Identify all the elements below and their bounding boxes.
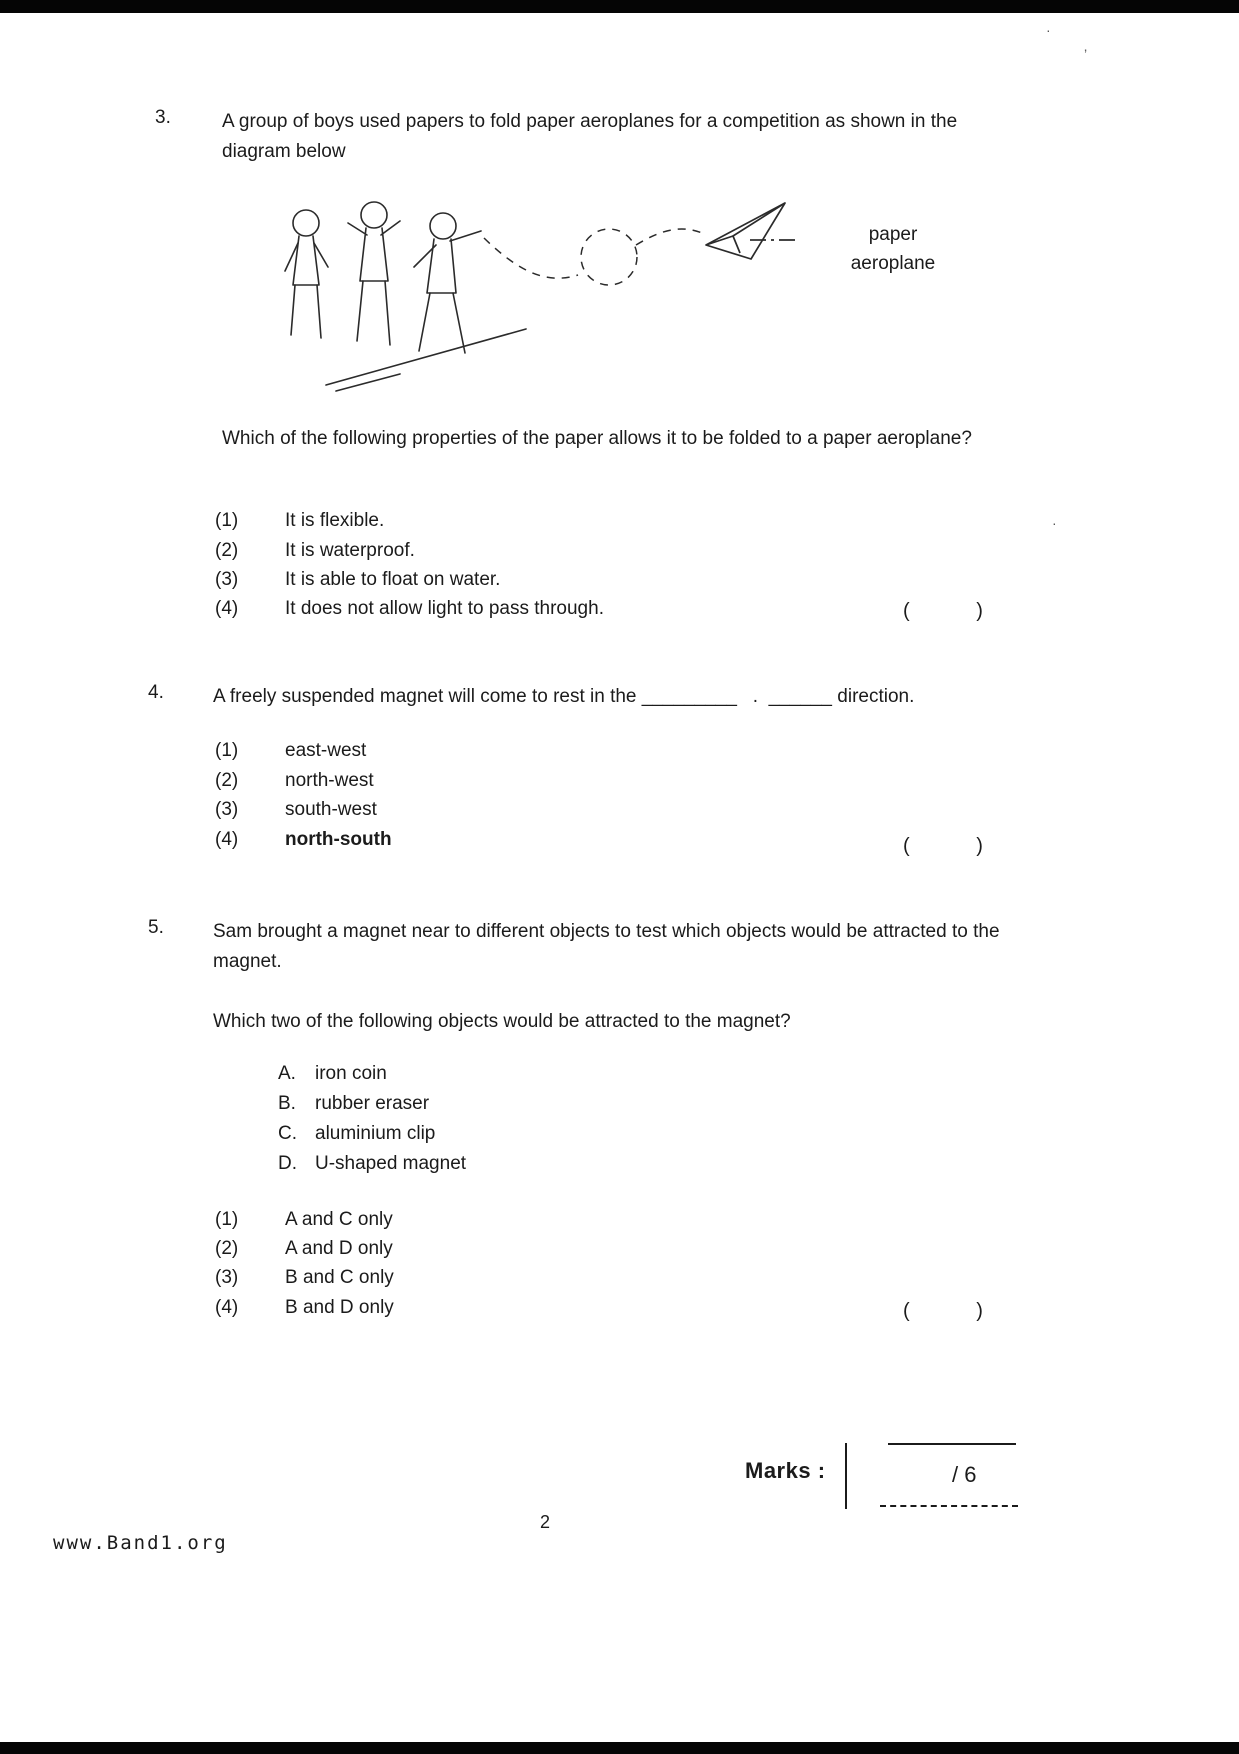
q5-answer-bracket: ( )	[903, 1300, 984, 1322]
q3-figure-label	[828, 220, 958, 278]
q3-figure-illustration	[278, 193, 803, 398]
q3-option-3-num: (3)	[215, 569, 239, 590]
q4-option-2-text: north-west	[285, 770, 374, 791]
q3-question: Which of the following properties of the paper allows it to be folded to a paper aeroplane?	[222, 428, 972, 449]
q3-option-2-num: (2)	[215, 540, 239, 561]
q5-option-2-text: A and D only	[285, 1238, 393, 1259]
marks-label: Marks :	[745, 1458, 826, 1483]
q5-prompt: Sam brought a magnet near to different objects to test which objects would be attracted to the magnet.	[213, 921, 1000, 972]
scan-speck: ·	[1052, 515, 1057, 531]
marks-value: / 6	[952, 1462, 977, 1487]
q5-option-3-text: B and C only	[285, 1267, 394, 1288]
q3-option-4-text: It does not allow light to pass through.	[285, 598, 604, 619]
scan-artifact-bottom-bar	[0, 1742, 1239, 1754]
scan-speck: ·	[1046, 22, 1051, 38]
q5-option-1-num: (1)	[215, 1209, 239, 1230]
q5-option-4-num: (4)	[215, 1297, 239, 1318]
q3-option-4-num: (4)	[215, 598, 239, 619]
q4-answer-bracket: ( )	[903, 835, 984, 857]
q4-option-3-text: south-west	[285, 799, 377, 820]
scan-speck: ’	[1084, 46, 1088, 62]
scan-artifact-top-bar	[0, 0, 1239, 13]
q5-item-b-text: rubber eraser	[315, 1093, 430, 1114]
q5-item-d-text: U-shaped magnet	[315, 1153, 467, 1174]
q4-option-4-num: (4)	[215, 829, 239, 850]
marks-box-top-line	[888, 1443, 1016, 1445]
q3-option-1-num: (1)	[215, 510, 239, 531]
q5-question: Which two of the following objects would be attracted to the magnet?	[213, 1011, 791, 1032]
marks-box-bottom-line	[880, 1505, 1018, 1507]
q5-number: 5.	[148, 917, 164, 938]
marks-divider-line	[845, 1443, 847, 1509]
page-number: 2	[540, 1512, 551, 1532]
q4-option-2-num: (2)	[215, 770, 239, 791]
q4-number: 4.	[148, 682, 164, 703]
q3-option-2-text: It is waterproof.	[285, 540, 415, 561]
q5-item-c-text: aluminium clip	[315, 1123, 436, 1144]
q5-item-d-letter: D.	[278, 1153, 297, 1174]
q5-item-c-letter: C.	[278, 1123, 297, 1144]
q3-answer-bracket: ( )	[903, 600, 984, 622]
q5-item-b-letter: B.	[278, 1093, 296, 1114]
q4-option-4-text: north-south	[285, 829, 392, 850]
figure-label-line2: aeroplane	[850, 253, 936, 274]
q5-option-1-text: A and C only	[285, 1209, 393, 1230]
q4-prompt-before: A freely suspended magnet will come to rest in the	[213, 686, 637, 707]
q5-option-3-num: (3)	[215, 1267, 239, 1288]
q5-item-a-letter: A.	[278, 1063, 296, 1084]
q5-item-a-text: iron coin	[315, 1063, 387, 1084]
footer-url: www.Band1.org	[53, 1532, 228, 1554]
q4-option-1-text: east-west	[285, 740, 367, 761]
q3-option-3-text: It is able to float on water.	[285, 569, 501, 590]
q3-prompt: A group of boys used papers to fold paper aeroplanes for a competition as shown in the diagram below	[222, 111, 958, 162]
q5-option-4-text: B and D only	[285, 1297, 394, 1318]
q3-option-1-text: It is flexible.	[285, 510, 385, 531]
figure-label-line1: paper	[868, 224, 918, 245]
q5-option-2-num: (2)	[215, 1238, 239, 1259]
q4-option-3-num: (3)	[215, 799, 239, 820]
q4-blank-2: ______	[768, 686, 832, 707]
q3-number: 3.	[155, 107, 171, 128]
q4-prompt: A freely suspended magnet will come to rest in the _________ . ______ direction.	[213, 686, 915, 707]
q4-prompt-after: direction.	[837, 686, 915, 707]
q4-option-1-num: (1)	[215, 740, 239, 761]
q4-blank-1: _________	[641, 686, 737, 707]
